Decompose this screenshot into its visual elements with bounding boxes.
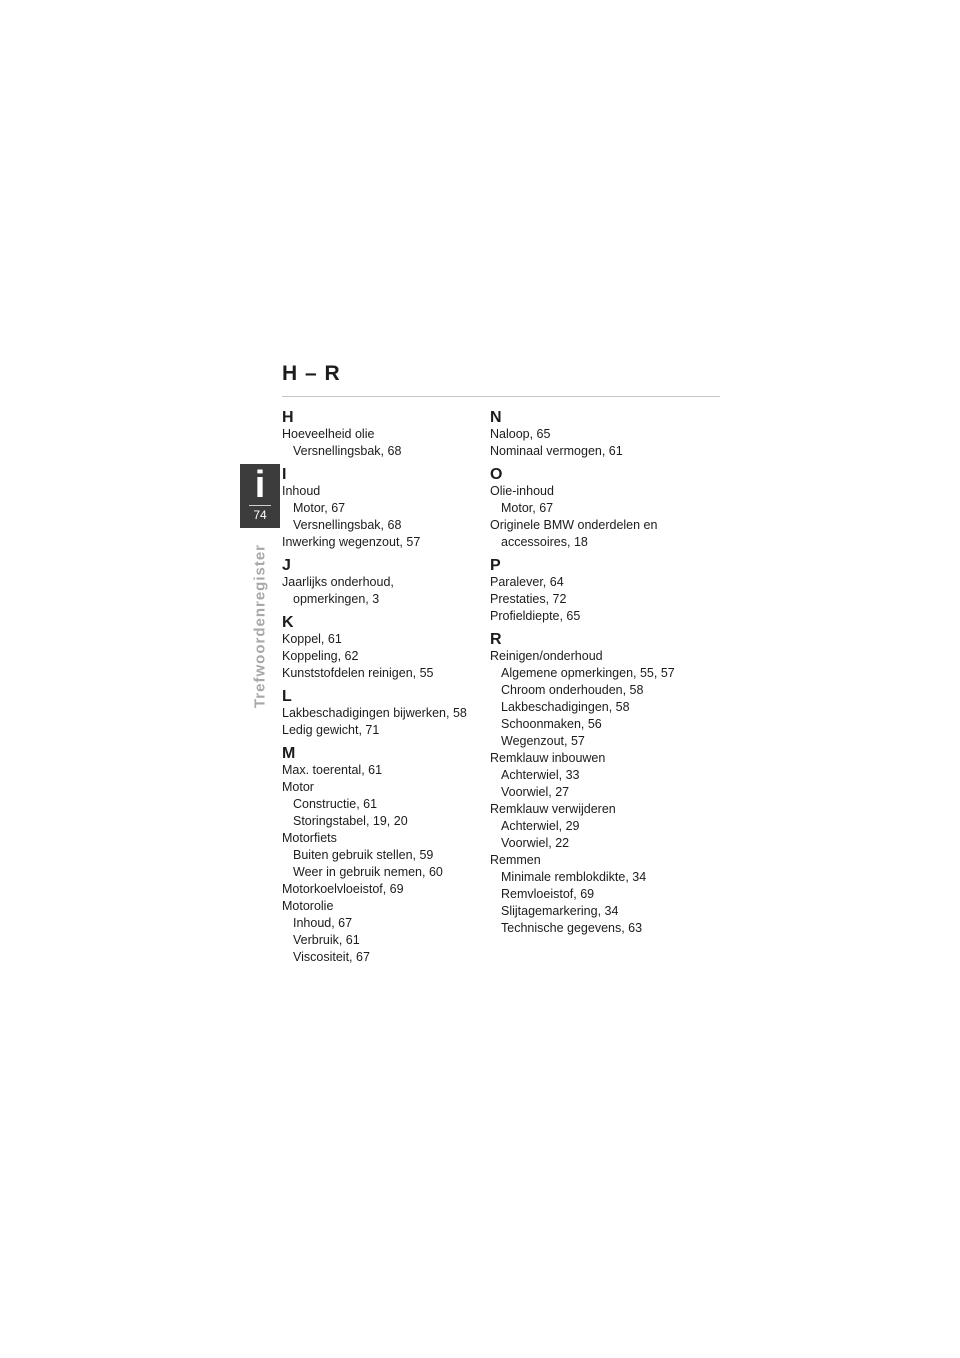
tab-divider [249,505,271,506]
index-entry: Remklauw inbouwen [490,751,606,765]
index-subentry: Wegenzout, 57 [501,734,585,748]
index-letter: O [490,466,503,483]
index-entry: Koppeling, 62 [282,649,359,663]
index-subentry: accessoires, 18 [501,535,588,549]
index-letter: N [490,409,502,426]
index-entry: Kunststofdelen reinigen, 55 [282,666,434,680]
index-letter: H [282,409,294,426]
title-divider [282,396,720,397]
index-column-left [282,409,482,972]
index-section-p [490,557,690,625]
index-letter: L [282,688,292,705]
index-section-n [490,409,690,460]
index-entry: Profieldiepte, 65 [490,609,581,623]
index-entry: Olie-inhoud [490,484,554,498]
index-entry: Koppel, 61 [282,632,342,646]
index-subentry: Achterwiel, 29 [501,819,580,833]
index-entry: Paralever, 64 [490,575,564,589]
info-i-icon: i [254,464,266,506]
index-subentry: Voorwiel, 27 [501,785,570,799]
index-subentry: Buiten gebruik stellen, 59 [293,848,434,862]
index-letter: P [490,557,501,574]
section-label: Trefwoordenregister [251,543,269,709]
index-subentry: Chroom onderhouden, 58 [501,683,644,697]
index-subentry: Lakbeschadigingen, 58 [501,700,630,714]
index-entry: Originele BMW onderdelen en [490,518,658,532]
index-column-right [490,409,690,943]
index-subentry: Versnellingsbak, 68 [293,444,402,458]
index-entry: Motorolie [282,899,334,913]
index-subentry: Weer in gebruik nemen, 60 [293,865,443,879]
index-entry: Motorfiets [282,831,337,845]
index-subentry: Minimale remblokdikte, 34 [501,870,647,884]
index-subentry: Viscositeit, 67 [293,950,370,964]
index-letter: R [490,631,502,648]
index-entry: Jaarlijks onderhoud, [282,575,394,589]
index-subentry: Verbruik, 61 [293,933,360,947]
page-title: H – R [282,362,341,385]
index-entry: Remmen [490,853,541,867]
index-entry: Remklauw verwijderen [490,802,616,816]
index-letter: K [282,614,294,631]
index-section-k [282,614,482,682]
index-subentry: Achterwiel, 33 [501,768,580,782]
index-section-o [490,466,690,551]
index-entry: Naloop, 65 [490,427,551,441]
index-subentry: Schoonmaken, 56 [501,717,602,731]
index-letter: I [282,466,287,483]
index-entry: Inhoud [282,484,321,498]
index-section-r [490,631,690,937]
index-entry: Lakbeschadigingen bijwerken, 58 [282,706,467,720]
index-entry: Hoeveelheid olie [282,427,375,441]
index-entry: Ledig gewicht, 71 [282,723,380,737]
index-section-h [282,409,482,460]
index-subentry: Voorwiel, 22 [501,836,570,850]
index-subentry: Motor, 67 [293,501,346,515]
index-letter: J [282,557,291,574]
index-entry: Nominaal vermogen, 61 [490,444,623,458]
index-subentry: Inhoud, 67 [293,916,353,930]
index-entry: Inwerking wegenzout, 57 [282,535,421,549]
index-subentry: Storingstabel, 19, 20 [293,814,408,828]
index-section-m [282,745,482,966]
index-letter: M [282,745,296,762]
index-subentry: Versnellingsbak, 68 [293,518,402,532]
index-chapter-tab [240,464,280,528]
index-subentry: opmerkingen, 3 [293,592,380,606]
index-subentry: Algemene opmerkingen, 55, 57 [501,666,675,680]
index-subentry: Motor, 67 [501,501,554,515]
page-number: 74 [253,508,267,522]
index-section-j [282,557,482,608]
index-section-i [282,466,482,551]
index-entry: Motor [282,780,314,794]
index-entry: Reinigen/onderhoud [490,649,603,663]
index-subentry: Technische gegevens, 63 [501,921,643,935]
index-entry: Prestaties, 72 [490,592,567,606]
index-section-l [282,688,482,739]
index-subentry: Constructie, 61 [293,797,378,811]
index-entry: Motorkoelvloeistof, 69 [282,882,404,896]
index-entry: Max. toerental, 61 [282,763,383,777]
index-subentry: Slijtagemarkering, 34 [501,904,619,918]
index-subentry: Remvloeistof, 69 [501,887,595,901]
